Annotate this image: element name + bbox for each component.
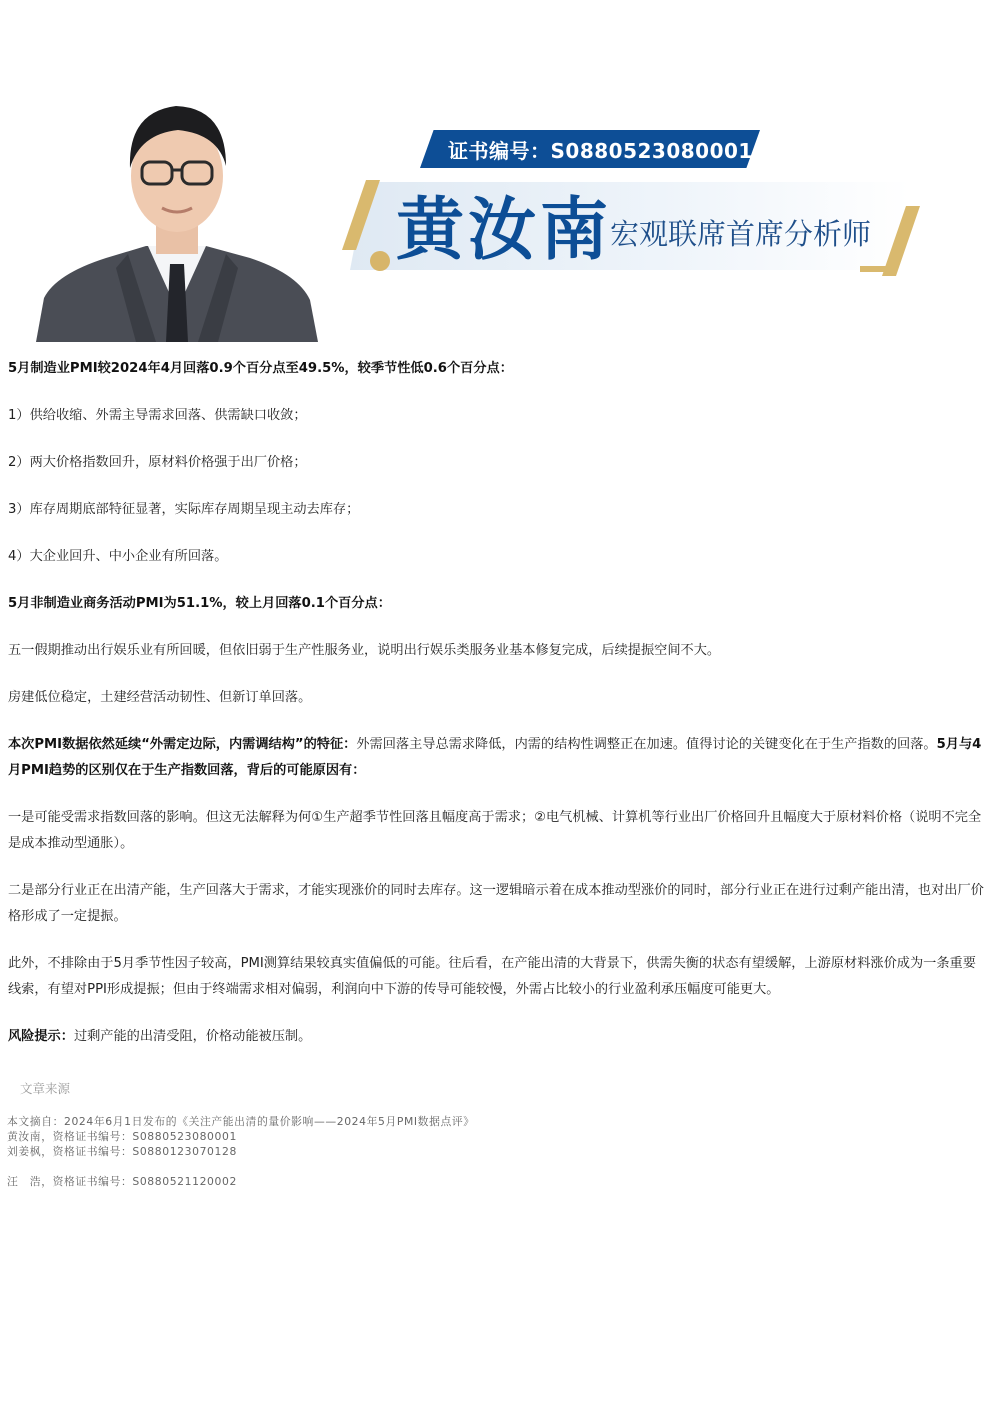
- list-item-4: 4）大企业回升、中小企业有所回落。: [8, 549, 228, 564]
- analyst-name: 黄汝南: [396, 190, 613, 270]
- paragraph-construction: 房建低位稳定，土建经营活动韧性、但新订单回落。: [8, 690, 312, 705]
- source-line: 本文摘自：2024年6月1日发布的《关注产能出清的量价影响——2024年5月PMI数据点评》: [7, 1115, 475, 1128]
- paragraph-manufacturing-pmi: 5月制造业PMI较2024年4月回落0.9个百分点至49.5%，较季节性低0.6个百分点：: [8, 361, 513, 376]
- paragraph-holiday: 五一假期推动出行娱乐业有所回暖，但依旧弱于生产性服务业，说明出行娱乐类服务业基本修复完成，后续提振空间不大。: [8, 643, 721, 658]
- certificate-number: 证书编号：S0880523080001: [448, 139, 753, 163]
- paragraph-outlook: 此外，不排除由于5月季节性因子较高，PMI测算结果较真实值偏低的可能。往后看，在产能出清的大背景下，供需失衡的状态有望缓解，上游原材料涨价成为一条重要线索，有望对PPI形成提振；但由于终端需求相对偏弱，利润向中下游的传导可能较慢，外需占比较小的行业盈利承压幅度可能更大。: [8, 956, 976, 997]
- analyst-portrait: [36, 78, 318, 342]
- gold-dot: [370, 251, 390, 271]
- source-label: 文章来源: [20, 1081, 71, 1096]
- paragraph-pmi-feature: 本次PMI数据依然延续“外需定边际，内需调结构”的特征：外需回落主导总需求降低，内需的结构性调整正在加速。值得讨论的关键变化在于生产指数的回落。5月与4月PMI趋势的区别仅在于生产指数回落，背后的可能原因有：: [8, 737, 982, 778]
- paragraph-reason-1: 一是可能受需求指数回落的影响。但这无法解释为何①生产超季节性回落且幅度高于需求；②电气机械、计算机等行业出厂价格回升且幅度大于原材料价格（说明不完全是成本推动型通胀）。: [8, 810, 982, 851]
- paragraph-non-manufacturing-pmi: 5月非制造业商务活动PMI为51.1%，较上月回落0.1个百分点：: [8, 596, 391, 611]
- list-item-3: 3）库存周期底部特征显著，实际库存周期呈现主动去库存；: [8, 502, 360, 517]
- article-body: [8, 356, 986, 1050]
- list-item-2: 2）两大价格指数回升，原材料价格强于出厂价格；: [8, 455, 307, 470]
- list-item-1: 1）供给收缩、外需主导需求回落、供需缺口收敛；: [8, 408, 307, 423]
- author-credential: 刘姜枫，资格证书编号：S0880123070128: [7, 1145, 237, 1158]
- gold-accent-left: [342, 180, 380, 250]
- analyst-title: 宏观联席首席分析师: [610, 217, 872, 251]
- author-credential: 汪 浩，资格证书编号：S0880521120002: [7, 1175, 237, 1188]
- analyst-header: [0, 0, 992, 345]
- source-footnotes: [7, 1114, 475, 1189]
- paragraph-risk: 风险提示：过剩产能的出清受阻，价格动能被压制。: [8, 1029, 312, 1044]
- author-credential: 黄汝南，资格证书编号：S0880523080001: [7, 1130, 237, 1143]
- paragraph-reason-2: 二是部分行业正在出清产能，生产回落大于需求，才能实现涨价的同时去库存。这一逻辑暗示着在成本推动型涨价的同时，部分行业正在进行过剩产能出清，也对出厂价格形成了一定提振。: [8, 883, 984, 924]
